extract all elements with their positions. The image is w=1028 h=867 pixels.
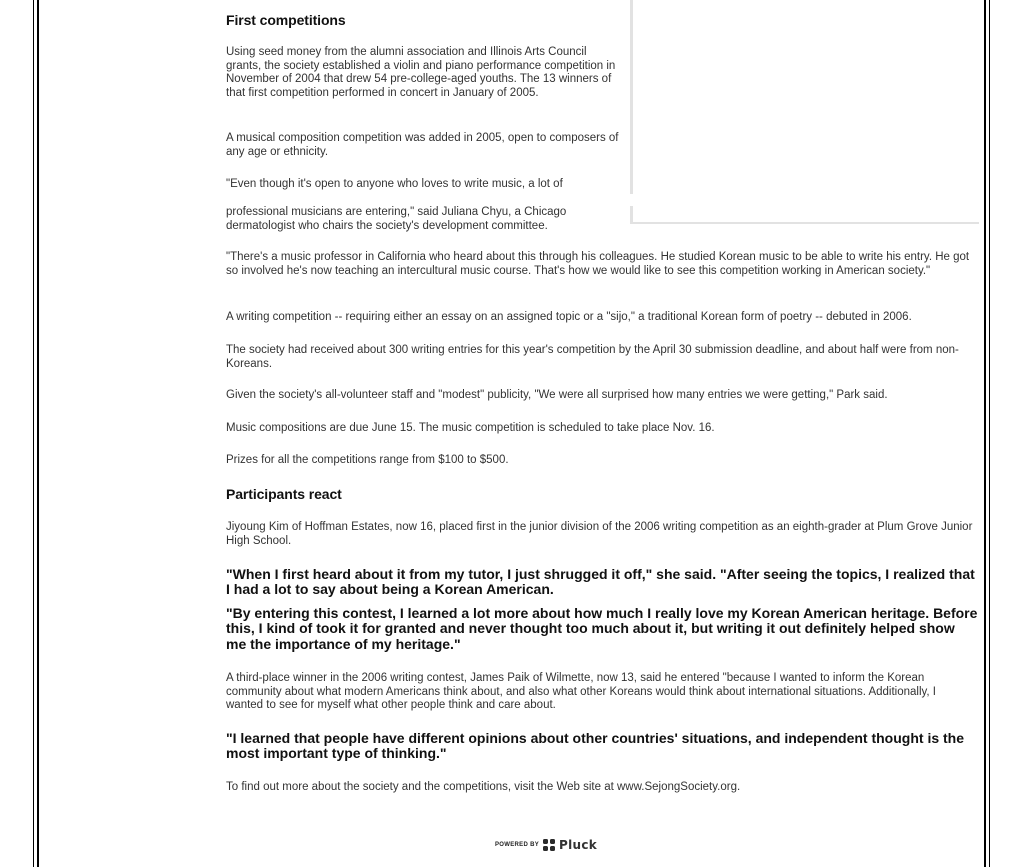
frame-border-left-outer (33, 0, 34, 867)
pull-quote: "When I first heard about it from my tutor, I just shrugged it off," she said. "After seeing the topics, I realized that I had a lot to say about being a Korean American. (226, 566, 975, 598)
paragraph: A third-place winner in the 2006 writing contest, James Paik of Wilmette, now 13, said he entered "because I wanted to inform the Korean community about what modern Americans think about, and also what other Koreans would think about international situations. Additionally, I wanted to see for myself what other people think and care about. (226, 672, 937, 712)
paragraph: Jiyoung Kim of Hoffman Estates, now 16, placed first in the junior division of the 2006 writing competition as an eighth-grader at Plum Grove Junior High School. (226, 521, 973, 547)
paragraph: A writing competition -- requiring either an essay on an assigned topic or a "sijo," a traditional Korean form of poetry -- debuted in 2006. (226, 311, 912, 323)
paragraph: To find out more about the society and the competitions, visit the Web site at www.SejongSociety.org. (226, 781, 741, 793)
heading-first-competitions: First competitions (226, 12, 346, 28)
pull-quote: "I learned that people have different opinions about other countries' situations, and independent thought is the most important type of thinking." (226, 730, 965, 762)
frame-border-right-inner (984, 0, 986, 867)
powered-by-badge[interactable] (495, 838, 597, 852)
paragraph: Given the society's all-volunteer staff and "modest" publicity, "We were all surprised how many entries we were getting," Park said. (226, 389, 888, 401)
paragraph: "Even though it's open to anyone who loves to write music, a lot of (226, 178, 563, 190)
sidebar-box (630, 0, 979, 224)
pluck-logo-icon (542, 838, 556, 852)
paragraph: The society had received about 300 writing entries for this year's competition by the April 30 submission deadline, and about half were from non-Koreans. (226, 344, 959, 370)
paragraph: Music compositions are due June 15. The music competition is scheduled to take place Nov. 16. (226, 422, 715, 434)
heading-participants-react: Participants react (226, 486, 342, 502)
paragraph: Using seed money from the alumni association and Illinois Arts Council grants, the society established a violin and piano performance competition in November of 2004 that drew 54 pre-college-aged youths. The 13 winners of that first competition performed in concert in January of 2005. (226, 46, 616, 99)
pluck-brand-name: Pluck (559, 838, 598, 852)
paragraph: professional musicians are entering," said Juliana Chyu, a Chicago dermatologist who chairs the society's development committee. (226, 206, 567, 232)
paragraph: "There's a music professor in California who heard about this through his colleagues. He studied Korean music to be able to write his entry. He got so involved he's now teaching an intercultural music course. That's how we would like to see this competition working in American society." (226, 251, 970, 277)
paragraph: Prizes for all the competitions range from $100 to $500. (226, 454, 509, 466)
frame-border-right-outer (989, 0, 990, 867)
powered-by-label: POWERED BY (495, 842, 540, 848)
frame-border-left-inner (37, 0, 39, 867)
paragraph: A musical composition competition was added in 2005, open to composers of any age or ethnicity. (226, 132, 619, 158)
pull-quote: "By entering this contest, I learned a lot more about how much I really love my Korean American heritage. Before this, I kind of took it for granted and never thought too much about it, but writing it out definitely helped show me the importance of my heritage." (226, 605, 978, 652)
